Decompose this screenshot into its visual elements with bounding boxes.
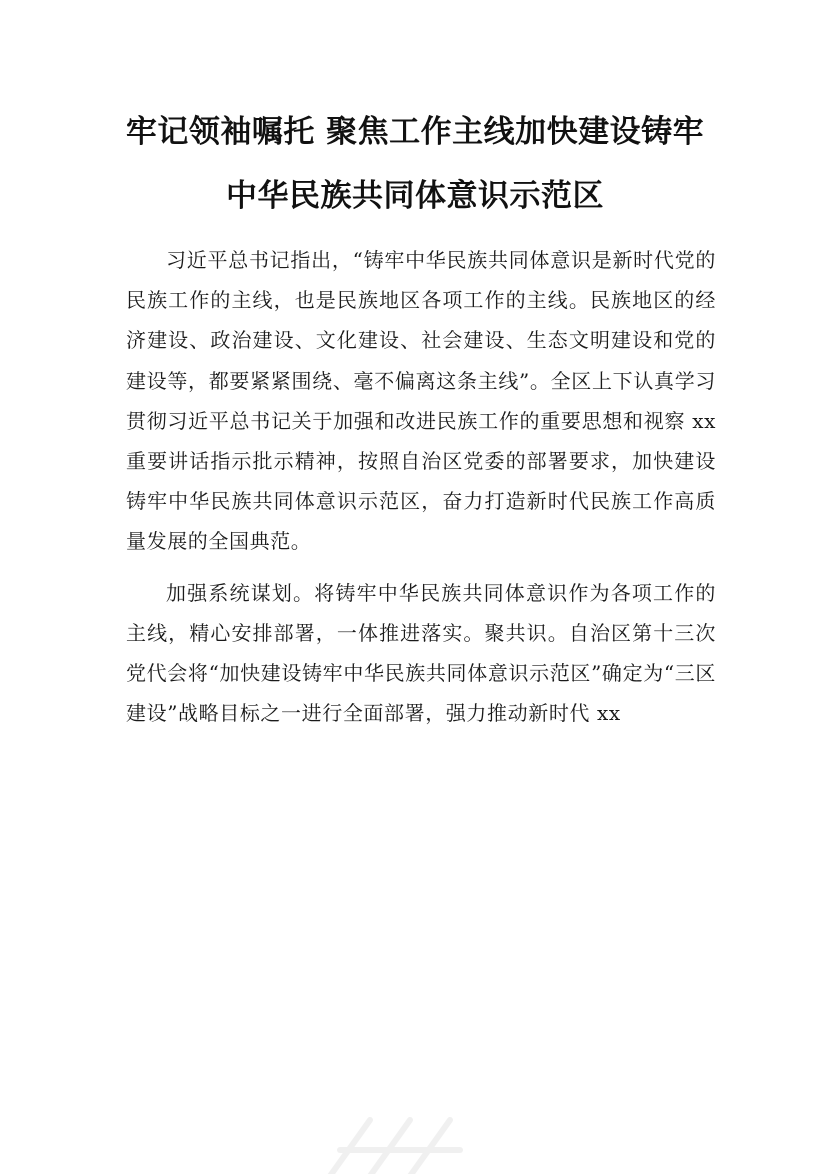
document-body [126, 240, 716, 744]
watermark-graphic [300, 1080, 480, 1174]
document-title-line-1: 牢记领袖嘱托 聚焦工作主线加快建设铸牢 [125, 114, 705, 150]
document-title-line-2: 中华民族共同体意识示范区 [226, 178, 604, 214]
body-paragraph-1: 习近平总书记指出，“铸牢中华民族共同体意识是新时代党的民族工作的主线，也是民族地区各项工作的主线。民族地区的经济建设、政治建设、文化建设、社会建设、生态文明建设和党的建设等，都要紧紧围绕、毫不偏离这条主线”。全区上下认真学习贯彻习近平总书记关于加强和改进民族工作的重要思想和视察 xx 重要讲话指示批示精神，按照自治区党委的部署要求，加快建设铸牢中华民族共同体意识示范区，奋力打造新时代民族工作高质量发展的全国典范。 [126, 248, 716, 554]
body-paragraph-2: 加强系统谋划。将铸牢中华民族共同体意识作为各项工作的主线，精心安排部署，一体推进落实。聚共识。自治区第十三次党代会将“加快建设铸牢中华民族共同体意识示范区”确定为“三区建设”战略目标之一进行全面部署，强力推动新时代 xx [126, 580, 716, 726]
